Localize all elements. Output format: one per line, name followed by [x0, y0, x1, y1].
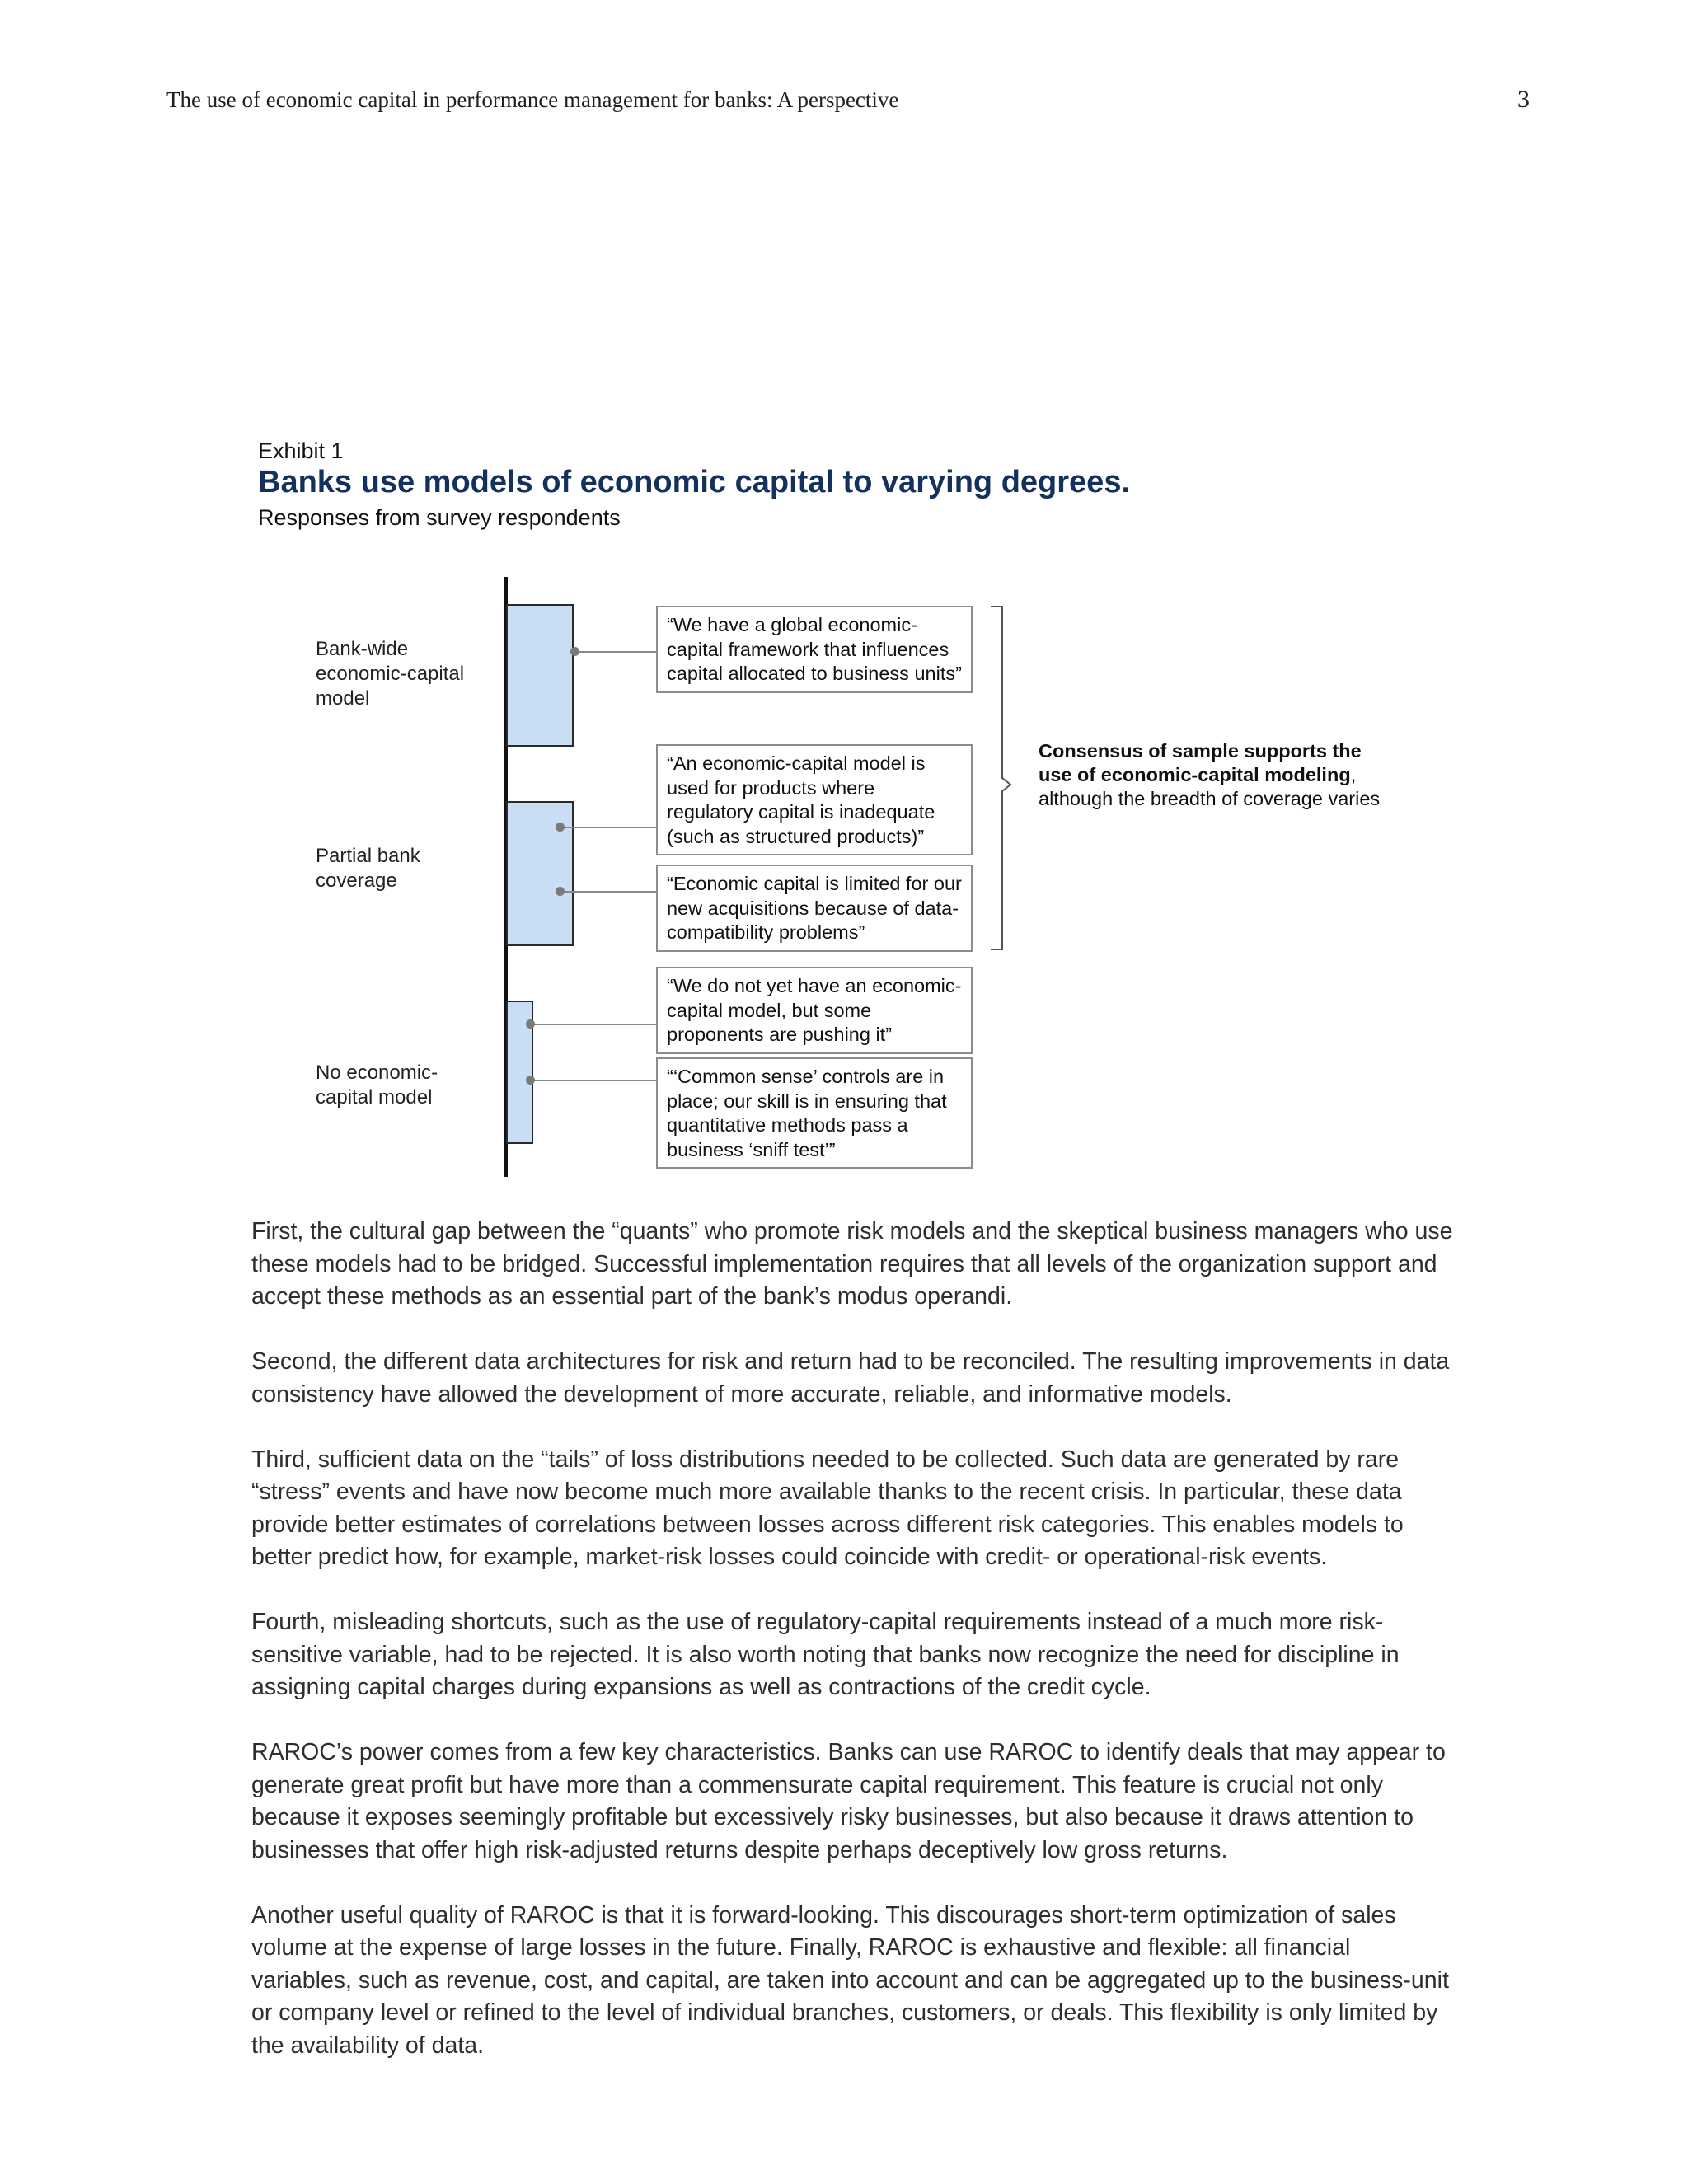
page-number: 3 [1517, 86, 1530, 113]
bracket-brace [989, 606, 1014, 952]
connector-line [560, 891, 656, 893]
category-label-partial: Partial bank coverage [316, 845, 420, 892]
paragraph: First, the cultural gap between the “quants” who promote risk models and the skeptical business managers who use these models had to be bridged. Successful implementation requires that all levels of the organization support and accept these methods as an essential part of the bank’s modus operandi. [251, 1218, 1453, 1310]
connector-dot [526, 1076, 535, 1085]
quote-box: “‘Common sense’ controls are in place; our skill is in ensuring that quantitative methods pass a business ‘sniff test’” [656, 1057, 973, 1169]
paragraph: Fourth, misleading shortcuts, such as the use of regulatory-capital requirements instead of a much more risk-sensitive variable, had to be rejected. It is also worth noting that banks now recognize the need for discipline in assigning capital charges during expansions as well as contractions of the credit cycle. [251, 1609, 1400, 1700]
exhibit-title: Banks use models of economic capital to varying degrees. [258, 465, 1131, 499]
quote-box: “We have a global economic-capital framework that influences capital allocated to business units” [656, 606, 973, 693]
connector-dot [570, 647, 579, 656]
category-label-none: No economic-capital model [316, 1062, 438, 1108]
connector-line [575, 651, 656, 653]
connector-line [560, 827, 656, 828]
paragraph: Third, sufficient data on the “tails” of loss distributions needed to be collected. Such data are generated by rare “stress” events and have now become much more available thanks to the recent crisis. In particular, these data provide better estimates of correlations between losses across different risk categories. This enables models to better predict how, for example, market-risk losses could coincide with credit- or operational-risk events. [251, 1446, 1404, 1570]
paragraph: Another useful quality of RAROC is that it is forward-looking. This discourages short-term optimization of sales volume at the expense of large losses in the future. Finally, RAROC is exhaustive and flexible: all financial variables, such as revenue, cost, and capital, are taken into account and can be aggregated up to the business-unit or company level or refined to the level of individual branches, customers, or deals. This flexibility is only limited by the availability of data. [251, 1901, 1449, 2059]
connector-dot [556, 823, 565, 832]
consensus-bold: Consensus of sample supports the use of economic-capital modeling [1039, 740, 1362, 785]
category-label-bank-wide: Bank-wide economic-capital model [316, 638, 465, 710]
quote-box: “An economic-capital model is used for products where regulatory capital is inadequate (such as structured products)” [656, 744, 973, 855]
connector-line [531, 1024, 656, 1025]
connector-dot [556, 887, 565, 896]
bar-partial [506, 801, 574, 946]
running-title: The use of economic capital in performance management for banks: A perspective [166, 87, 899, 112]
quote-box: “We do not yet have an economic-capital model, but some proponents are pushing it” [656, 967, 973, 1054]
quote-box: “Economic capital is limited for our new acquisitions because of data-compatibility problems” [656, 865, 973, 952]
paragraph: RAROC’s power comes from a few key characteristics. Banks can use RAROC to identify deals that may appear to generate great profit but have more than a commensurate capital requirement. This feature is crucial not only because it exposes seemingly profitable but excessively risky businesses, but also because it draws attention to businesses that offer high risk-adjusted returns despite perhaps deceptively low gross returns. [251, 1739, 1446, 1863]
paragraph: Second, the different data architectures for risk and return had to be reconciled. The resulting improvements in data consistency have allowed the development of more accurate, reliable, and informative models. [251, 1348, 1450, 1408]
body-text [251, 1216, 1455, 2095]
exhibit-subtitle: Responses from survey respondents [258, 505, 621, 530]
connector-dot [526, 1019, 535, 1029]
consensus-rest: , although the breadth of coverage varies [1039, 764, 1381, 809]
bar-bank-wide [506, 604, 574, 747]
consensus-note [1039, 739, 1385, 811]
exhibit-label: Exhibit 1 [258, 438, 344, 463]
connector-line [531, 1080, 656, 1081]
